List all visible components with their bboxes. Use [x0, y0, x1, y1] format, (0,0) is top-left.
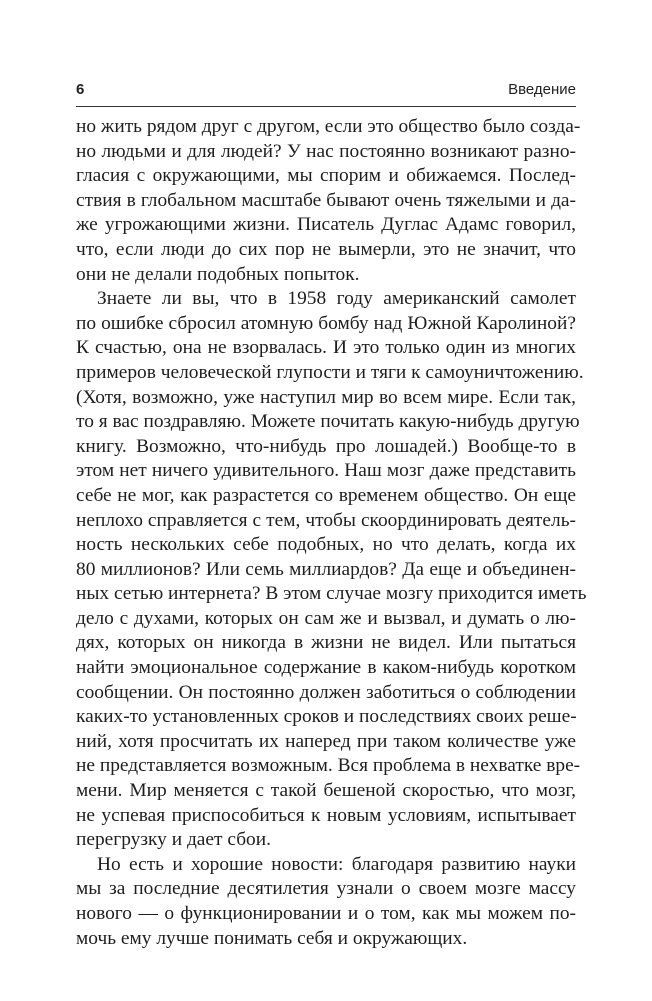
text-line: мы за последние десятилетия узнали о своем мозге массу: [76, 878, 576, 900]
text-line: ний, хотя просчитать их наперед при таком количестве уже: [76, 730, 576, 752]
text-line: но жить рядом друг с другом, если это общество было созда-: [76, 116, 581, 137]
text-line: мочь ему лучше понимать себя и окружающих.: [76, 927, 468, 949]
running-header: [76, 81, 576, 103]
text-line: гласия с окружающими, мы спорим и обижаемся. Послед-: [76, 165, 576, 187]
text-line: ность нескольких себе подобных, но что делать, когда их: [76, 534, 576, 556]
text-line: же угрожающими жизни. Писатель Дуглас Адамс говорил,: [76, 214, 576, 236]
text-line: нового — о функционировании и о том, как мы можем по-: [76, 903, 576, 924]
paragraph-2: [76, 287, 587, 853]
text-line: дело с духами, которых он сам же и вызвал, и думать о лю-: [76, 607, 576, 629]
text-line: книгу. Возможно, что-нибудь про лошадей.) Вообще-то в: [76, 435, 576, 457]
text-line: 80 миллионов? Или семь миллиардов? Да еще и объединен-: [76, 558, 576, 580]
text-line: найти эмоциональное содержание в каком-нибудь коротком: [76, 657, 576, 679]
text-line: Но есть и хорошие новости: благодаря развитию науки: [97, 853, 576, 875]
text-line: ных сетью интернета? В этом случае мозгу приходится иметь: [76, 583, 587, 605]
paragraph-1: [76, 115, 581, 287]
text-line: себе не мог, как разрастется со временем общество. Он еще: [76, 484, 576, 506]
text-line: не представляется возможным. Вся проблема в нехватке вре-: [76, 755, 581, 777]
text-line: неплохо справляется с тем, чтобы скоординировать деятель-: [76, 509, 576, 531]
text-line: не успевая приспособиться к новым условиям, испытывает: [76, 804, 576, 826]
text-line: сообщении. Он постоянно должен заботиться о соблюдении: [76, 681, 576, 703]
text-line: то я вас поздравляю. Можете почитать какую-нибудь другую: [76, 411, 580, 433]
text-line: что, если люди до сих пор не вымерли, это не значит, что: [76, 238, 576, 260]
text-line: перегрузку и дает сбои.: [76, 829, 271, 851]
text-line: Знаете ли вы, что в 1958 году американский самолет: [97, 288, 576, 310]
section-title: Введение: [508, 81, 576, 98]
text-line: каких-то установленных сроков и последствиях своих реше-: [76, 706, 577, 728]
text-line: дях, которых он никогда в жизни не видел. Или пытаться: [76, 632, 576, 654]
text-line: по ошибке сбросил атомную бомбу над Южной Каролиной?: [76, 312, 576, 334]
page-number: 6: [76, 81, 85, 98]
text-line: этом нет ничего удивительного. Наш мозг даже представить: [76, 460, 576, 482]
text-line: ствия в глобальном масштабе бывают очень тяжелыми и да-: [76, 189, 576, 211]
paragraph-3: [76, 853, 576, 951]
header-rule: [76, 106, 576, 107]
text-line: (Хотя, возможно, уже наступил мир во всем мире. Если так,: [76, 386, 576, 408]
body-text: [76, 115, 587, 951]
text-line: мени. Мир меняется с такой бешеной скоростью, что мозг,: [76, 780, 576, 802]
text-line: примеров человеческой глупости и тяги к самоуничтожению.: [76, 361, 584, 383]
text-line: но людьми и для людей? У нас постоянно возникают разно-: [76, 140, 576, 162]
text-line: К счастью, она не взорвалась. И это только один из многих: [76, 337, 576, 359]
text-line: они не делали подобных попыток.: [76, 263, 360, 285]
